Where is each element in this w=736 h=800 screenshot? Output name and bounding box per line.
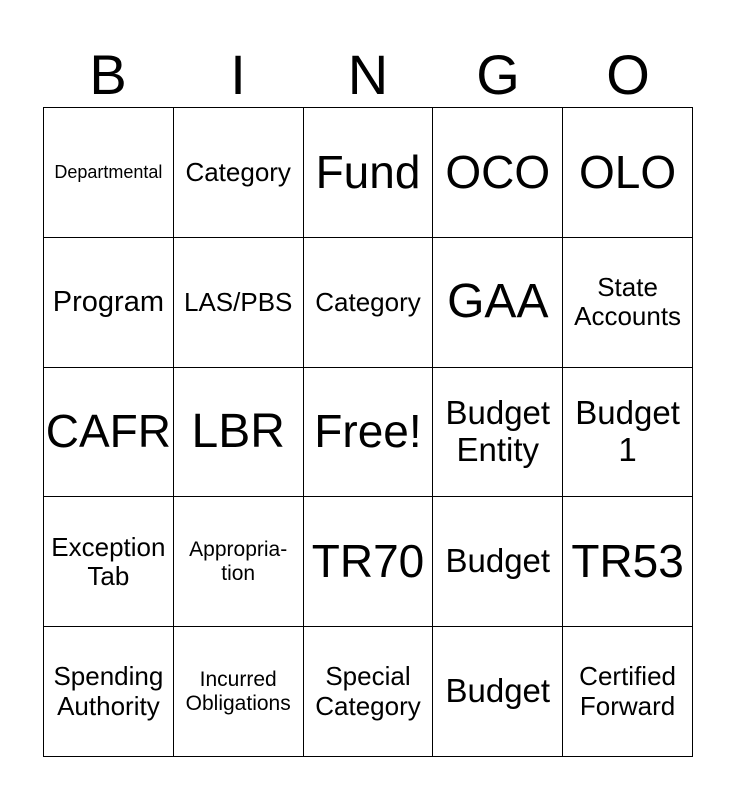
bingo-cell[interactable] [174, 368, 304, 498]
header-letter-o: O [606, 43, 650, 106]
cell-text: Budget [445, 672, 551, 710]
cell-text: Budget Entity [445, 394, 551, 468]
cell-text: Program [52, 285, 164, 318]
cell-text: LBR [191, 405, 285, 459]
bingo-cell[interactable] [44, 108, 174, 238]
cell-text: Special Category [315, 661, 421, 721]
bingo-cell[interactable] [433, 238, 563, 368]
cell-text: Category [185, 156, 291, 187]
bingo-cell[interactable] [563, 238, 693, 368]
cell-text: GAA [447, 275, 549, 329]
bingo-cell[interactable] [433, 108, 563, 238]
cell-text: Free! [314, 405, 422, 458]
bingo-cell[interactable] [563, 368, 693, 498]
cell-text: Budget [445, 542, 551, 580]
header-letter-n: N [347, 43, 389, 106]
bingo-cell[interactable] [174, 497, 304, 627]
bingo-cell[interactable] [44, 368, 174, 498]
cell-text: OCO [445, 145, 551, 198]
cell-text: Category [315, 286, 421, 317]
header-letter-b: B [89, 43, 127, 106]
cell-text: Appropria- tion [189, 538, 288, 585]
bingo-cell[interactable] [44, 497, 174, 627]
bingo-cell[interactable] [174, 238, 304, 368]
cell-text: Fund [315, 145, 421, 198]
cell-text: OLO [579, 145, 677, 198]
bingo-header [43, 44, 693, 106]
bingo-cell[interactable] [304, 108, 434, 238]
bingo-cell[interactable] [563, 108, 693, 238]
cell-text: Exception Tab [51, 531, 166, 591]
bingo-grid [43, 107, 693, 757]
bingo-cell[interactable] [563, 497, 693, 627]
cell-text: Certified Forward [579, 661, 676, 721]
bingo-cell[interactable] [174, 108, 304, 238]
cell-text: State Accounts [574, 272, 682, 332]
bingo-cell[interactable] [174, 627, 304, 757]
cell-text: Departmental [54, 162, 163, 183]
free-space-cell[interactable] [304, 368, 434, 498]
cell-text: TR70 [311, 535, 425, 588]
bingo-cell[interactable] [44, 627, 174, 757]
bingo-cell[interactable] [304, 627, 434, 757]
bingo-cell[interactable] [563, 627, 693, 757]
header-letter-g: G [476, 43, 520, 106]
bingo-cell[interactable] [304, 238, 434, 368]
cell-text: CAFR [45, 405, 172, 458]
bingo-cell[interactable] [433, 497, 563, 627]
cell-text: TR53 [571, 535, 684, 588]
cell-text: Incurred Obligations [185, 668, 291, 715]
cell-text: Budget 1 [575, 394, 680, 468]
cell-text: LAS/PBS [183, 286, 293, 317]
bingo-cell[interactable] [44, 238, 174, 368]
bingo-cell[interactable] [304, 497, 434, 627]
cell-text: Spending Authority [53, 661, 164, 721]
header-letter-i: I [230, 43, 246, 106]
bingo-cell[interactable] [433, 368, 563, 498]
bingo-cell[interactable] [433, 627, 563, 757]
